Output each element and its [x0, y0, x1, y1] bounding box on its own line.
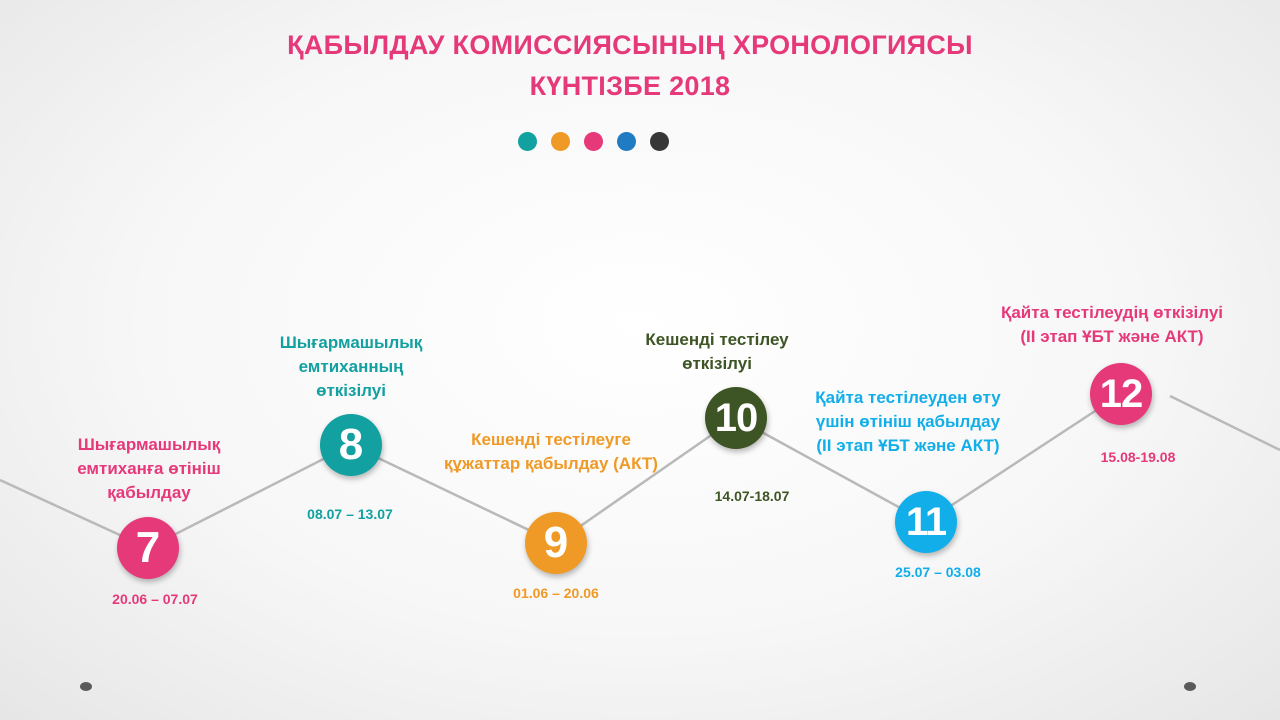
- step-8-date: 08.07 – 13.07: [307, 506, 393, 522]
- step-12-label-line: Қайта тестілеудің өткізілуі: [1000, 303, 1224, 322]
- step-11-label-line: үшін өтініш қабылдау: [815, 412, 1001, 431]
- step-12-label-line: (II этап ҰБТ және АКТ): [1020, 327, 1204, 346]
- step-11-date: 25.07 – 03.08: [895, 564, 981, 580]
- step-11-label-line: Қайта тестілеуден өту: [815, 388, 1001, 407]
- step-12-label: [972, 301, 1252, 349]
- step-9-circle: 9: [525, 512, 587, 574]
- step-11-circle: 11: [895, 491, 957, 553]
- step-8-label-line: емтиханның: [298, 357, 404, 376]
- step-10-label: [611, 328, 823, 376]
- step-9-label: [420, 428, 682, 476]
- step-7-date: 20.06 – 07.07: [112, 591, 198, 607]
- step-7-label-line: Шығармашылық: [77, 435, 221, 454]
- step-7-circle: 7: [117, 517, 179, 579]
- step-12-date: 15.08-19.08: [1100, 449, 1176, 465]
- page-subtitle: КҮНТІЗБЕ 2018: [529, 71, 731, 101]
- step-10-label-line: өткізілуі: [682, 354, 752, 373]
- step-10-label-line: Кешенді тестілеу: [645, 330, 789, 349]
- corner-dot-right: [1184, 682, 1196, 691]
- step-11-label-line: (II этап ҰБТ және АКТ): [816, 436, 1000, 455]
- step-10-circle: 10: [705, 387, 767, 449]
- corner-dot-left: [80, 682, 92, 691]
- page-title: ҚАБЫЛДАУ КОМИССИЯСЫНЫҢ ХРОНОЛОГИЯСЫ: [287, 30, 973, 60]
- step-8-circle: 8: [320, 414, 382, 476]
- step-8-label-line: өткізілуі: [316, 381, 386, 400]
- step-7-label-line: емтиханға өтініш: [77, 459, 221, 478]
- step-12-circle: 12: [1090, 363, 1152, 425]
- step-9-label-line: Кешенді тестілеуге: [471, 430, 631, 449]
- step-9-label-line: құжаттар қабылдау (АКТ): [444, 454, 658, 473]
- step-8-label: [245, 331, 457, 403]
- step-8-label-line: Шығармашылық: [279, 333, 423, 352]
- step-7-label-line: қабылдау: [107, 483, 191, 502]
- step-9-date: 01.06 – 20.06: [513, 585, 599, 601]
- step-7-label: [40, 433, 258, 505]
- step-11-label: [790, 386, 1026, 458]
- step-10-date: 14.07-18.07: [714, 488, 790, 504]
